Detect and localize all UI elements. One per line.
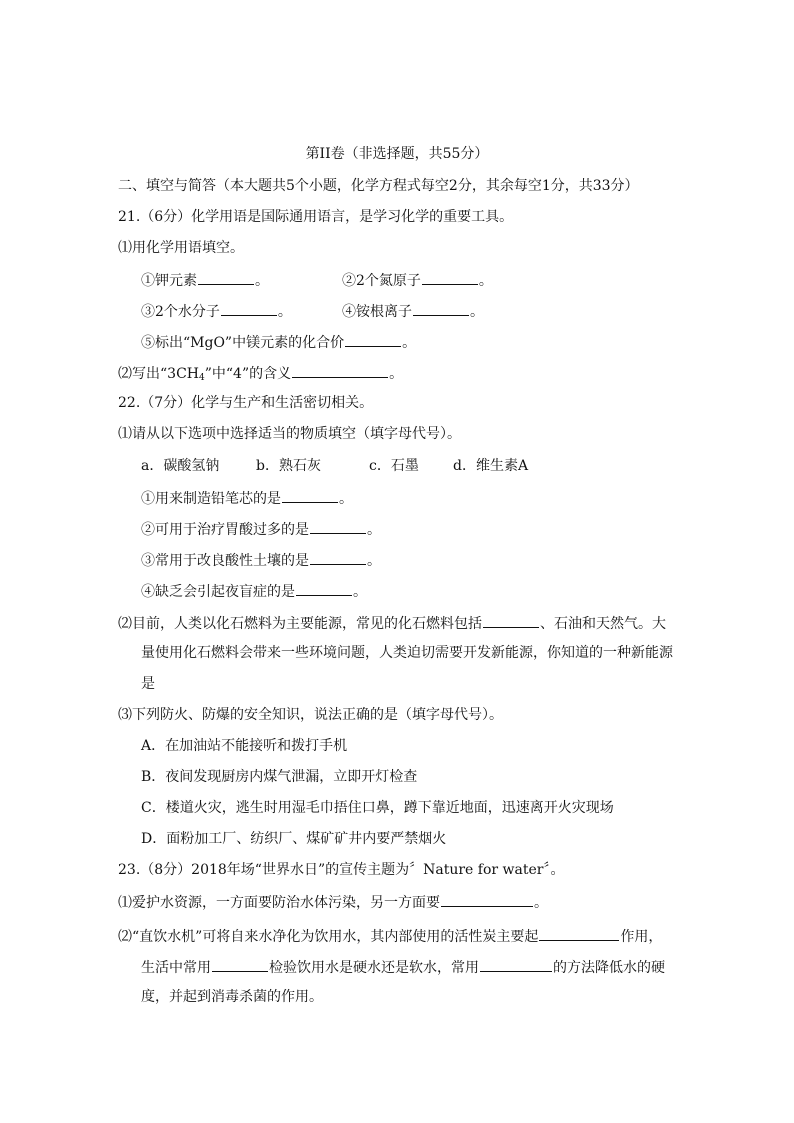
answer-blank[interactable] — [422, 270, 478, 285]
q21-part2: ⑵写出“$3CH_4$”中“4”的含义 。 — [118, 363, 403, 387]
q21-item-1: ①钾元素 。 — [141, 270, 269, 290]
q23-part2-line1: ⑵“直饮水机”可将自来水净化为饮用水，其内部使用的活性炭主要起 作用， — [118, 926, 662, 946]
q21-item-5-text: ⑤标出“MgO”中镁元素的化合价 — [141, 335, 345, 351]
q21-item-1-text: ①钾元素 — [141, 273, 197, 289]
q22-stem: 22.（7分）化学与生产和生活密切相关。 — [118, 395, 374, 411]
q23-part1: ⑴爱护水资源，一方面要防治水体污染，另一方面要 。 — [118, 892, 548, 912]
answer-blank[interactable] — [310, 550, 366, 565]
q22-sub-3: ③常用于改良酸性土壤的是 。 — [141, 550, 381, 570]
q22-choice-b: B．夜间发现厨房内煤气泄漏，立即开灯检查 — [141, 769, 418, 785]
q22-part2-line2: 量使用化石燃料会带来一些环境问题，人类迫切需要开发新能源，你知道的一种新能源 — [141, 645, 673, 661]
q22-option-b: b．熟石灰 — [256, 458, 321, 474]
answer-blank[interactable] — [282, 488, 338, 503]
q22-choice-d: D．面粉加工厂、纺织厂、煤矿矿井内要严禁烟火 — [141, 831, 447, 847]
q22-option-c: c．石墨 — [369, 458, 419, 474]
q23-stem: 23.（8分）2018年场“世界水日”的宣传主题为〞Nature for water〞。 — [118, 862, 565, 878]
answer-blank[interactable] — [441, 892, 533, 907]
q22-part2-line3: 是 — [141, 676, 155, 692]
answer-blank[interactable] — [413, 301, 469, 316]
answer-blank[interactable] — [292, 363, 388, 378]
q22-sub-4: ④缺乏会引起夜盲症的是 。 — [141, 581, 367, 601]
q23-part2-line3: 度，并起到消毒杀菌的作用。 — [141, 989, 323, 1005]
answer-blank[interactable] — [345, 332, 401, 347]
section-intro: 二、填空与简答（本大题共5个小题，化学方程式每空2分，其余每空1分，共33分） — [118, 178, 639, 194]
q21-item-4-text: ④铵根离子 — [342, 304, 412, 320]
q22-option-d: d．维生素A — [453, 458, 529, 474]
answer-blank[interactable] — [480, 957, 552, 972]
q22-part2-line1: ⑵目前，人类以化石燃料为主要能源，常见的化石燃料包括 、石油和天然气。大 — [118, 613, 666, 633]
q21-stem: 21.（6分）化学用语是国际通用语言，是学习化学的重要工具。 — [118, 209, 514, 225]
q21-item-4: ④铵根离子 。 — [342, 301, 484, 321]
q22-part3: ⑶下列防火、防爆的安全知识，说法正确的是（填字母代号）。 — [118, 707, 503, 723]
q22-sub-2: ②可用于治疗胃酸过多的是 。 — [141, 519, 381, 539]
q21-item-2-text: ②2个氮原子 — [342, 273, 421, 289]
q22-sub-1: ①用来制造铅笔芯的是 。 — [141, 488, 353, 508]
answer-blank[interactable] — [198, 270, 254, 285]
q21-part1: ⑴用化学用语填空。 — [118, 240, 244, 256]
q21-item-2: ②2个氮原子 。 — [342, 270, 493, 290]
answer-blank[interactable] — [221, 301, 277, 316]
q22-part1: ⑴请从以下选项中选择适当的物质填空（填字母代号）。 — [118, 426, 461, 442]
answer-blank[interactable] — [296, 581, 352, 596]
q22-choice-a: A．在加油站不能接听和拨打手机 — [141, 738, 348, 754]
answer-blank[interactable] — [539, 926, 619, 941]
q23-part2-line2: 生活中常用 检验饮用水是硬水还是软水，常用 的方法降低水的硬 — [141, 957, 665, 977]
section-title: 第II卷（非选择题，共55分） — [305, 146, 489, 162]
q21-item-5: ⑤标出“MgO”中镁元素的化合价 。 — [141, 332, 416, 352]
q22-option-a: a．碳酸氢钠 — [141, 458, 220, 474]
answer-blank[interactable] — [483, 613, 539, 628]
q21-item-3-text: ③2个水分子 — [141, 304, 220, 320]
q22-choice-c: C．楼道火灾，逃生时用湿毛巾捂住口鼻，蹲下靠近地面，迅速离开火灾现场 — [141, 800, 614, 816]
answer-blank[interactable] — [212, 957, 268, 972]
q21-item-3: ③2个水分子 。 — [141, 301, 292, 321]
answer-blank[interactable] — [310, 519, 366, 534]
